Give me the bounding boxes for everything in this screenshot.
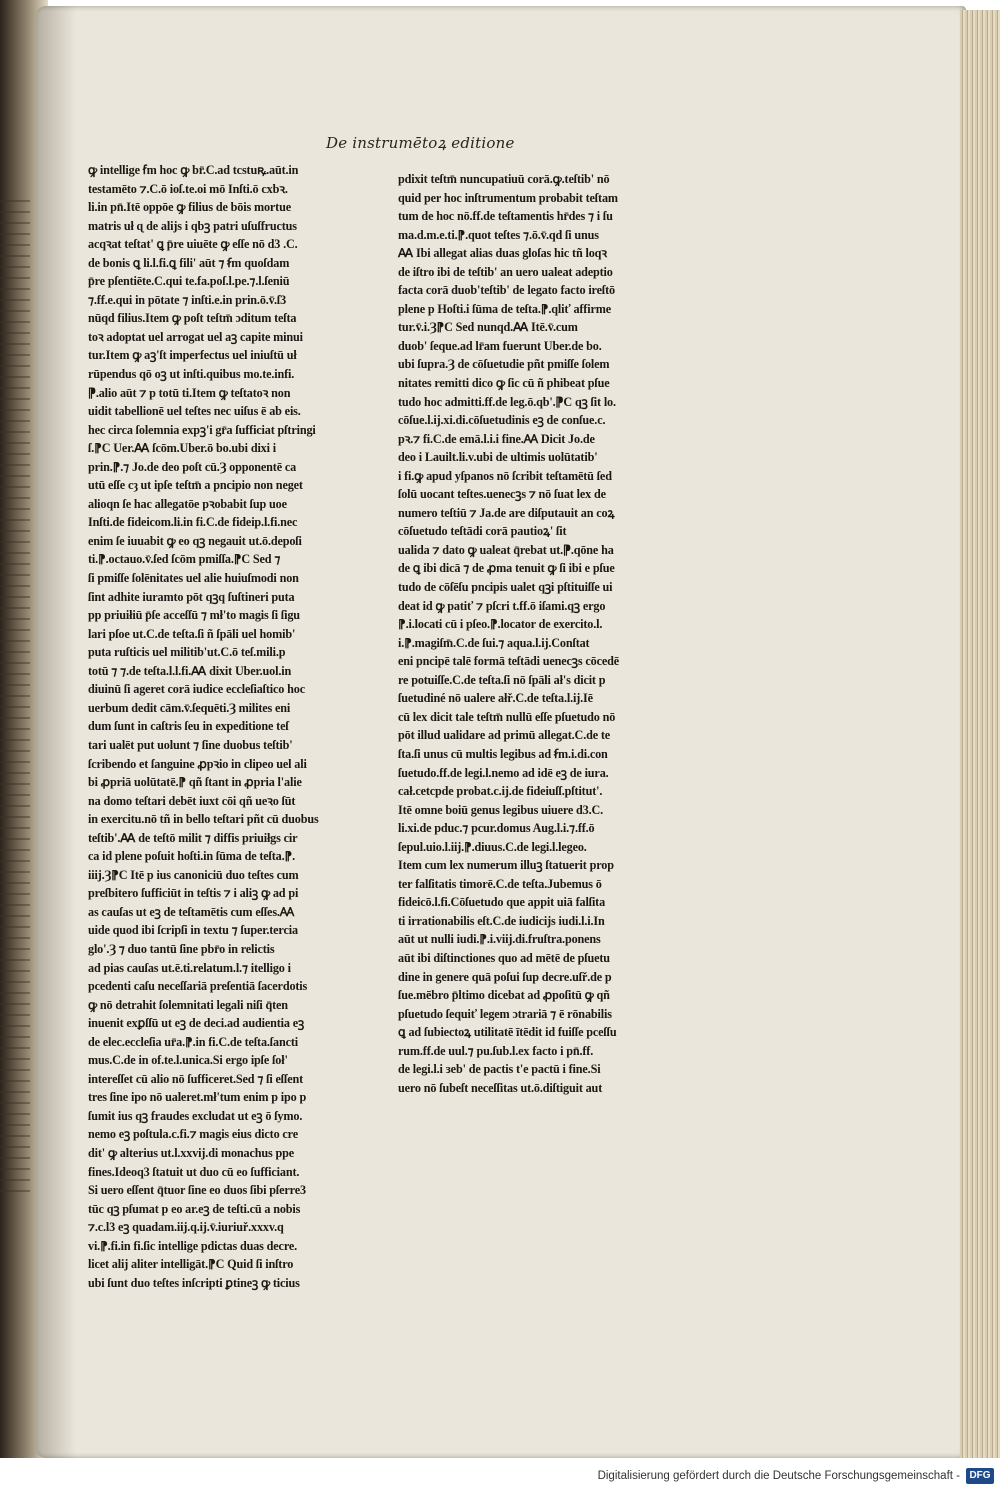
text-line: uidit tabellionē uel teſtes nec uiſus ē ab eis. [88,404,301,419]
text-line: ⁊.c.l3 eꝫ quadam.iij.q.ij.v̄.iuriuř.xxxv.q [88,1220,284,1235]
text-line: plene p Hoſti.i ſūma de teſta.⁋.qliť affirme [398,301,611,316]
text-line: de bonis ꝗ li.l.fi.ꝗ fili' aūt ⁊ ẜm quoſdam [88,255,290,270]
text-line: ꝙ intellige ẜm hoc ꝙ br̄.C.ad tcstuꝶ.aūt.in [88,163,299,177]
text-line: tum de hoc nō.ff.de teſtamentis hr̄des ⁊ i ſu [398,209,613,224]
text-line: aūt ut nulli iudi.⁋.i.viij.di.fruſtra.ponens [398,932,601,947]
text-line: ubi ſupra.Ȝ de cōſuetudie pñt pmiſſe ſolem [398,357,610,372]
text-line: toꝛ adoptat uel arrogat uel aꝫ capite minui [88,329,303,344]
text-line: nemo eꝫ poſtula.c.fi.⁊ magis eius dicto cre [88,1127,298,1142]
text-line: ſuetudo.ff.de legi.l.nemo ad idē eꝫ de iura. [398,765,609,780]
text-line: matris uł ɋ de alijs i qbꝫ patri uſuſfructus [88,218,297,233]
text-line: cōſuetudo teſtādi corā pautioꝝ' ſit [398,524,567,539]
text-line: ⁋.alio aūt ⁊ p totū ti.Item ꝙ teſtatoꝛ non [88,385,291,400]
text-line: fines.Ideoq3 ſtatuit ut duo cū eo ſufficiant. [88,1164,300,1179]
text-line: ſue.mēbro p̄ltimo dicebat ad ꝓpoſitū ꝙ qñ [398,988,610,1003]
text-line: numero teſtiū ⁊ Ja.de are diſputauit an coꝝ [398,505,615,520]
text-line: bi ꝓpriā uolūtatē.⁋ qñ ſtant in ꝓpria l'alie [88,775,302,790]
text-line: ſi pmiſſe ſolēnitates uel alie huiuſmodi non [88,571,299,586]
text-line: nūqd filius.Item ꝙ poſt teſtm̄ ɔditum teſta [88,311,297,326]
text-line: re potuiſſe.C.de teſta.ſi nō ſpāli ał's dicit p [398,672,606,687]
text-line: ſint adhite iuramto pōt qꝫq ſuſtineri puta [88,589,295,604]
text-line: fideicō.l.fi.Cōſuetudo que appit uiā falſita [398,895,606,910]
text-line: i fi.ꝙ apud yſpanos nō ſcribit teſtamētū ſed [398,468,612,483]
text-line: tūc qꝫ pſumat p eo ar.eꝫ de teſti.cū a nobis [88,1201,301,1216]
text-line: ſumit ius qꝫ fraudes excludat ut eꝫ ō ſymo. [88,1108,303,1123]
text-line: pdixit teſtm̄ nuncupatiuū corā.ꝙ.teſtib' nō [398,172,610,186]
text-line: pp priuiłiū p̄ſe acceſſū ⁊ mł'to magis ſi ſigu [88,608,300,623]
text-line: ſolū uocant teſtes.uenecꝫs ⁊ nō ſuat lex de [398,487,606,502]
text-line: ſuetudiné nō ualere ałř.C.de teſta.l.ij.Iē [398,691,593,706]
funding-credit: Digitalisierung gefördert durch die Deutsche Forschungsgemeinschaft - [597,1470,960,1482]
text-line: deo i Lauilt.li.v.ubi de ultimis uolūtatib' [398,450,598,465]
text-line: Ꜳ Ibi allegat alias duas gloſas hic tñ loqꝛ [398,246,607,261]
text-line: eni pncipē talē formā teſtādi uenecꝫs cōcedē [398,654,619,669]
text-line: ti irrationabilis eſt.C.de iudicijs iudi.l.i.In [398,913,605,928]
text-line: p̄re pſentiēte.C.qui te.fa.poſ.l.pe.⁊.l.ſeniū [88,274,290,289]
text-column-right [398,170,632,1150]
text-line: ꝗ ad ſubiectoꝝ utilitatē ītēdit id fuiſſe pceſſu [398,1025,617,1040]
text-line: cū lex dicit tale teſtm̄ nullū eſſe pſuetudo nō [398,709,616,724]
text-line: ualida ⁊ dato ꝙ ualeat q̄rebat ut.⁋.qōne ha [398,542,614,557]
text-line: Inſti.de fideicom.li.in fi.C.de fideip.l.fi.nec [88,515,298,530]
text-line: pcedenti caſu neceſſariā preſentiā ſacerdotis [88,979,308,994]
text-line: dum ſunt in caſtris ſeu in expeditione teſ [88,719,289,734]
text-line: tur.v̄.i.Ȝ⁋C Sed nunqd.Ꜳ Itē.v̄.cum [398,320,578,335]
text-line: ſepul.uio.l.iij.⁋.diuus.C.de legi.l.legeo. [398,839,587,854]
text-line: vi.⁋.fi.in fi.ſic intellige pdictas duas decre. [88,1238,298,1253]
text-line: in exercitu.nō tñ in bello teſtari pñt cū duobus [88,812,319,827]
text-line: pſuetudo ſequiť legem ɔtrariā ⁊ ē rōnabilis [398,1006,612,1021]
text-line: alioqn ſe hac allegatōe pꝛobabit ſup uoe [88,496,287,511]
text-line: quid per hoc inſtrumentum probabit teſtam [398,190,618,205]
text-line: de iſtro ibi de teſtib' an uero ualeat adeptio [398,264,613,279]
text-line: testamēto ⁊.C.ō ioſ.te.oi mō Inſti.ō cxbꝛ. [88,181,288,196]
text-line: diuinū ſi ageret corā iudice eccleſiaſtico hoc [88,682,305,697]
text-line: tudo hoc admitti.ff.de leg.ō.qb'.⁋C qꝫ ſit lo. [398,394,616,409]
text-line: Si uero eſſent q̄tuor ſine eo duos ſibi pſerre3 [88,1183,306,1198]
text-line: deat id ꝙ patiť ⁊ pſcri t.ff.ō iſami.qꝫ ergo [398,598,606,613]
dfg-logo: DFG [966,1468,994,1484]
text-line: nitates remitti dico ꝙ ſic cū ñ phibeat pſue [398,376,610,391]
text-line: tur.Item ꝙ aꝫ'ſt imperfectus uel iniuſtū uł [88,348,297,363]
text-line: enim ſe iuuabit ꝙ eo qꝫ negauit ut.ō.depoſi [88,533,302,548]
text-line: facta corā duob'teſtib' de legato facto ireſtō [398,283,615,298]
text-line: uero nō ſubeſt neceſſitas ut.ō.diſtiguit aut [398,1080,603,1095]
text-line: uide quod ibi ſcripſi in textu ⁊ ſuper.tercia [88,923,298,938]
text-line: ſcribendo et ſanguine ꝓpꝛio in clipeo uel ali [88,756,307,771]
text-line: rūpendus qō oꝫ ut inſti.quibus mo.te.infi. [88,367,295,382]
text-line: na domo teſtari debēt iuxt cōi qñ ueꝛo ſūt [88,793,296,808]
text-line: dit' ꝙ alterius ut.l.xxvij.di monachus ppe [88,1145,295,1160]
text-line: uerbum dedit cām.v̄.ſequēti.Ȝ milites eni [88,700,291,715]
text-line: iiij.Ȝ⁋C Itē p ius canoniciū duo teſtes cum [88,867,299,882]
text-line: ſta.ſi unus cū multis legibus ad ẜm.i.di.con [398,746,608,761]
text-line: cōſue.l.ij.xi.di.cōſuetudinis eꝫ de conſue.c. [398,413,606,428]
text-line: cał.cetcpde probat.c.ij.de fideiuſſ.pſtitut'. [398,784,603,799]
text-line: pōt illud ualidare ad primū allegat.C.de te [398,728,611,743]
text-line: ⁋.i.locati cū i pſeo.⁋.locator de exercito.l. [398,617,603,632]
text-line: ter falſitatis timorē.C.de teſta.Jubemus ō [398,876,602,891]
text-line: dine in genere quā poſui ſup decre.uſř.de p [398,969,612,984]
text-line: ſ.⁋C Uer.Ꜳ ſcōm.Uber.ō bo.ubi dixi i [88,441,276,456]
page-stack-edge [960,10,1000,1458]
text-line: ma.d.m.e.ti.⁋.quot teſtes ⁊.ō.v̄.qd ſi unus [398,227,599,242]
text-line: teſtib'.Ꜳ de teſtō milit ⁊ diffis priuiłgs cir [88,830,298,845]
facing-page-edge [0,200,30,1200]
text-line: ti.⁋.octauo.v̄.ſed ſcōm pmiſſa.⁋C Sed ⁊ [88,552,281,567]
text-line: de elec.eccleſia ur̄a.⁋.in fi.C.de teſta.ſancti [88,1034,299,1049]
text-line: ⁊.ff.e.qui in pōtate ⁊ inſti.e.in prin.ō.v̄.ſ3 [88,292,287,307]
text-line: tari ualēt put uolunt ⁊ ſine duobus teſtib' [88,737,293,752]
text-line: as cauſas ut eꝫ de teſtamētis cum eſſes.Ꜳ [88,904,295,919]
text-line: rum.ff.de uul.⁊ pu.ſub.l.ex facto i pn̄.ff. [398,1043,594,1058]
text-line: mus.C.de in of.te.l.unica.Si ergo ipſe ſoł' [88,1053,288,1068]
text-column-left [88,161,336,1290]
text-line: ubi ſunt duo teſtes inſcripti ꝑtineꝫ ꝙ ticius [88,1275,300,1290]
text-line: Itē omne boiū genus legibus uiuere d3.C. [398,802,604,817]
text-line: lari pſoe ut.C.de teſta.ſi ñ ſpāli uel homib' [88,626,296,641]
text-line: aūt ibi diſtinctiones quo ad mētē de pſuetu [398,950,610,965]
text-line: tres ſine ipo nō ualeret.mł'tum enim p ipo p [88,1090,307,1105]
text-line: li.xi.de pduc.⁊ pcur.domus Aug.l.i.⁊.ff.ō [398,821,595,836]
text-line: glo'.Ȝ ⁊ duo tantū ſine pbr̄o in relictis [88,941,275,956]
text-line: ꝙ nō detrahit ſolemnitati legali niſi q̄ten [88,997,288,1012]
text-line: acqꝛat teſtat' ꝗ p̄re uiuēte ꝙ eſſe nō d3 .C. [88,237,298,252]
text-line: ca id plene poſuit hoſti.in ſūma de teſta.⁋. [88,849,296,864]
text-line: li.in pn̄.Itē oppōe ꝙ filius de bōis mortue [88,200,291,215]
text-line: duob' ſeque.ad lr̄am fuerunt Uber.de bo. [398,338,602,353]
text-line: pꝛ.⁊ fi.C.de emā.l.i.i fine.Ꜳ Dicit Jo.de [398,431,595,446]
text-line: licet alij aliter intelligāt.⁋C Quid ſi inſtro [88,1257,294,1272]
text-line: ad pias cauſas ut.ē.ti.relatum.l.⁊ itelligo i [88,960,291,975]
text-line: de legi.l.i ɜeb' de pactis t'e pactū i fine.Si [398,1062,601,1077]
text-line: utū eſſe cȝ ut ipſe teſtm̄ a pncipio non neget [88,478,303,493]
text-line: Item cum lex numerum illuꝫ ſtatuerit prop [398,858,614,873]
text-line: preſbitero ſufficiūt in teſtis ⁊ i aliꝫ ꝙ ad pi [88,886,299,901]
text-line: inuenit exꝑſſū ut eꝫ de deci.ad audientia eꝫ [88,1016,305,1031]
text-line: de ꝗ ibi dicā ⁊ de ꝓma tenuit ꝙ ſi ibi e pſue [398,561,615,576]
running-head: De instrumētoꝝ editione [326,134,515,152]
text-line: tudo de cōſēſu pncipis ualet qꝫi pſtituiſſe ui [398,580,613,595]
text-line: prin.⁋.⁊ Jo.de deo poſt cū.Ȝ opponentē ca [88,459,297,474]
text-line: totū ⁊ ⁊.de teſta.l.l.fi.Ꜳ dixit Uber.uol.in [88,663,292,678]
text-line: puta ruſticis uel militib'ut.C.ō teſ.mili.p [88,645,286,660]
text-line: i.⁋.magiſm̄.C.de ſui.⁊ aqua.l.ij.Conſtat [398,635,590,650]
text-line: hec circa ſolemnia expꝫ'i gr̄a ſufficiat pſtringi [88,422,316,437]
text-line: intereſſet cū alio nō ſufficeret.Sed ⁊ ſi eſſent [88,1071,304,1086]
